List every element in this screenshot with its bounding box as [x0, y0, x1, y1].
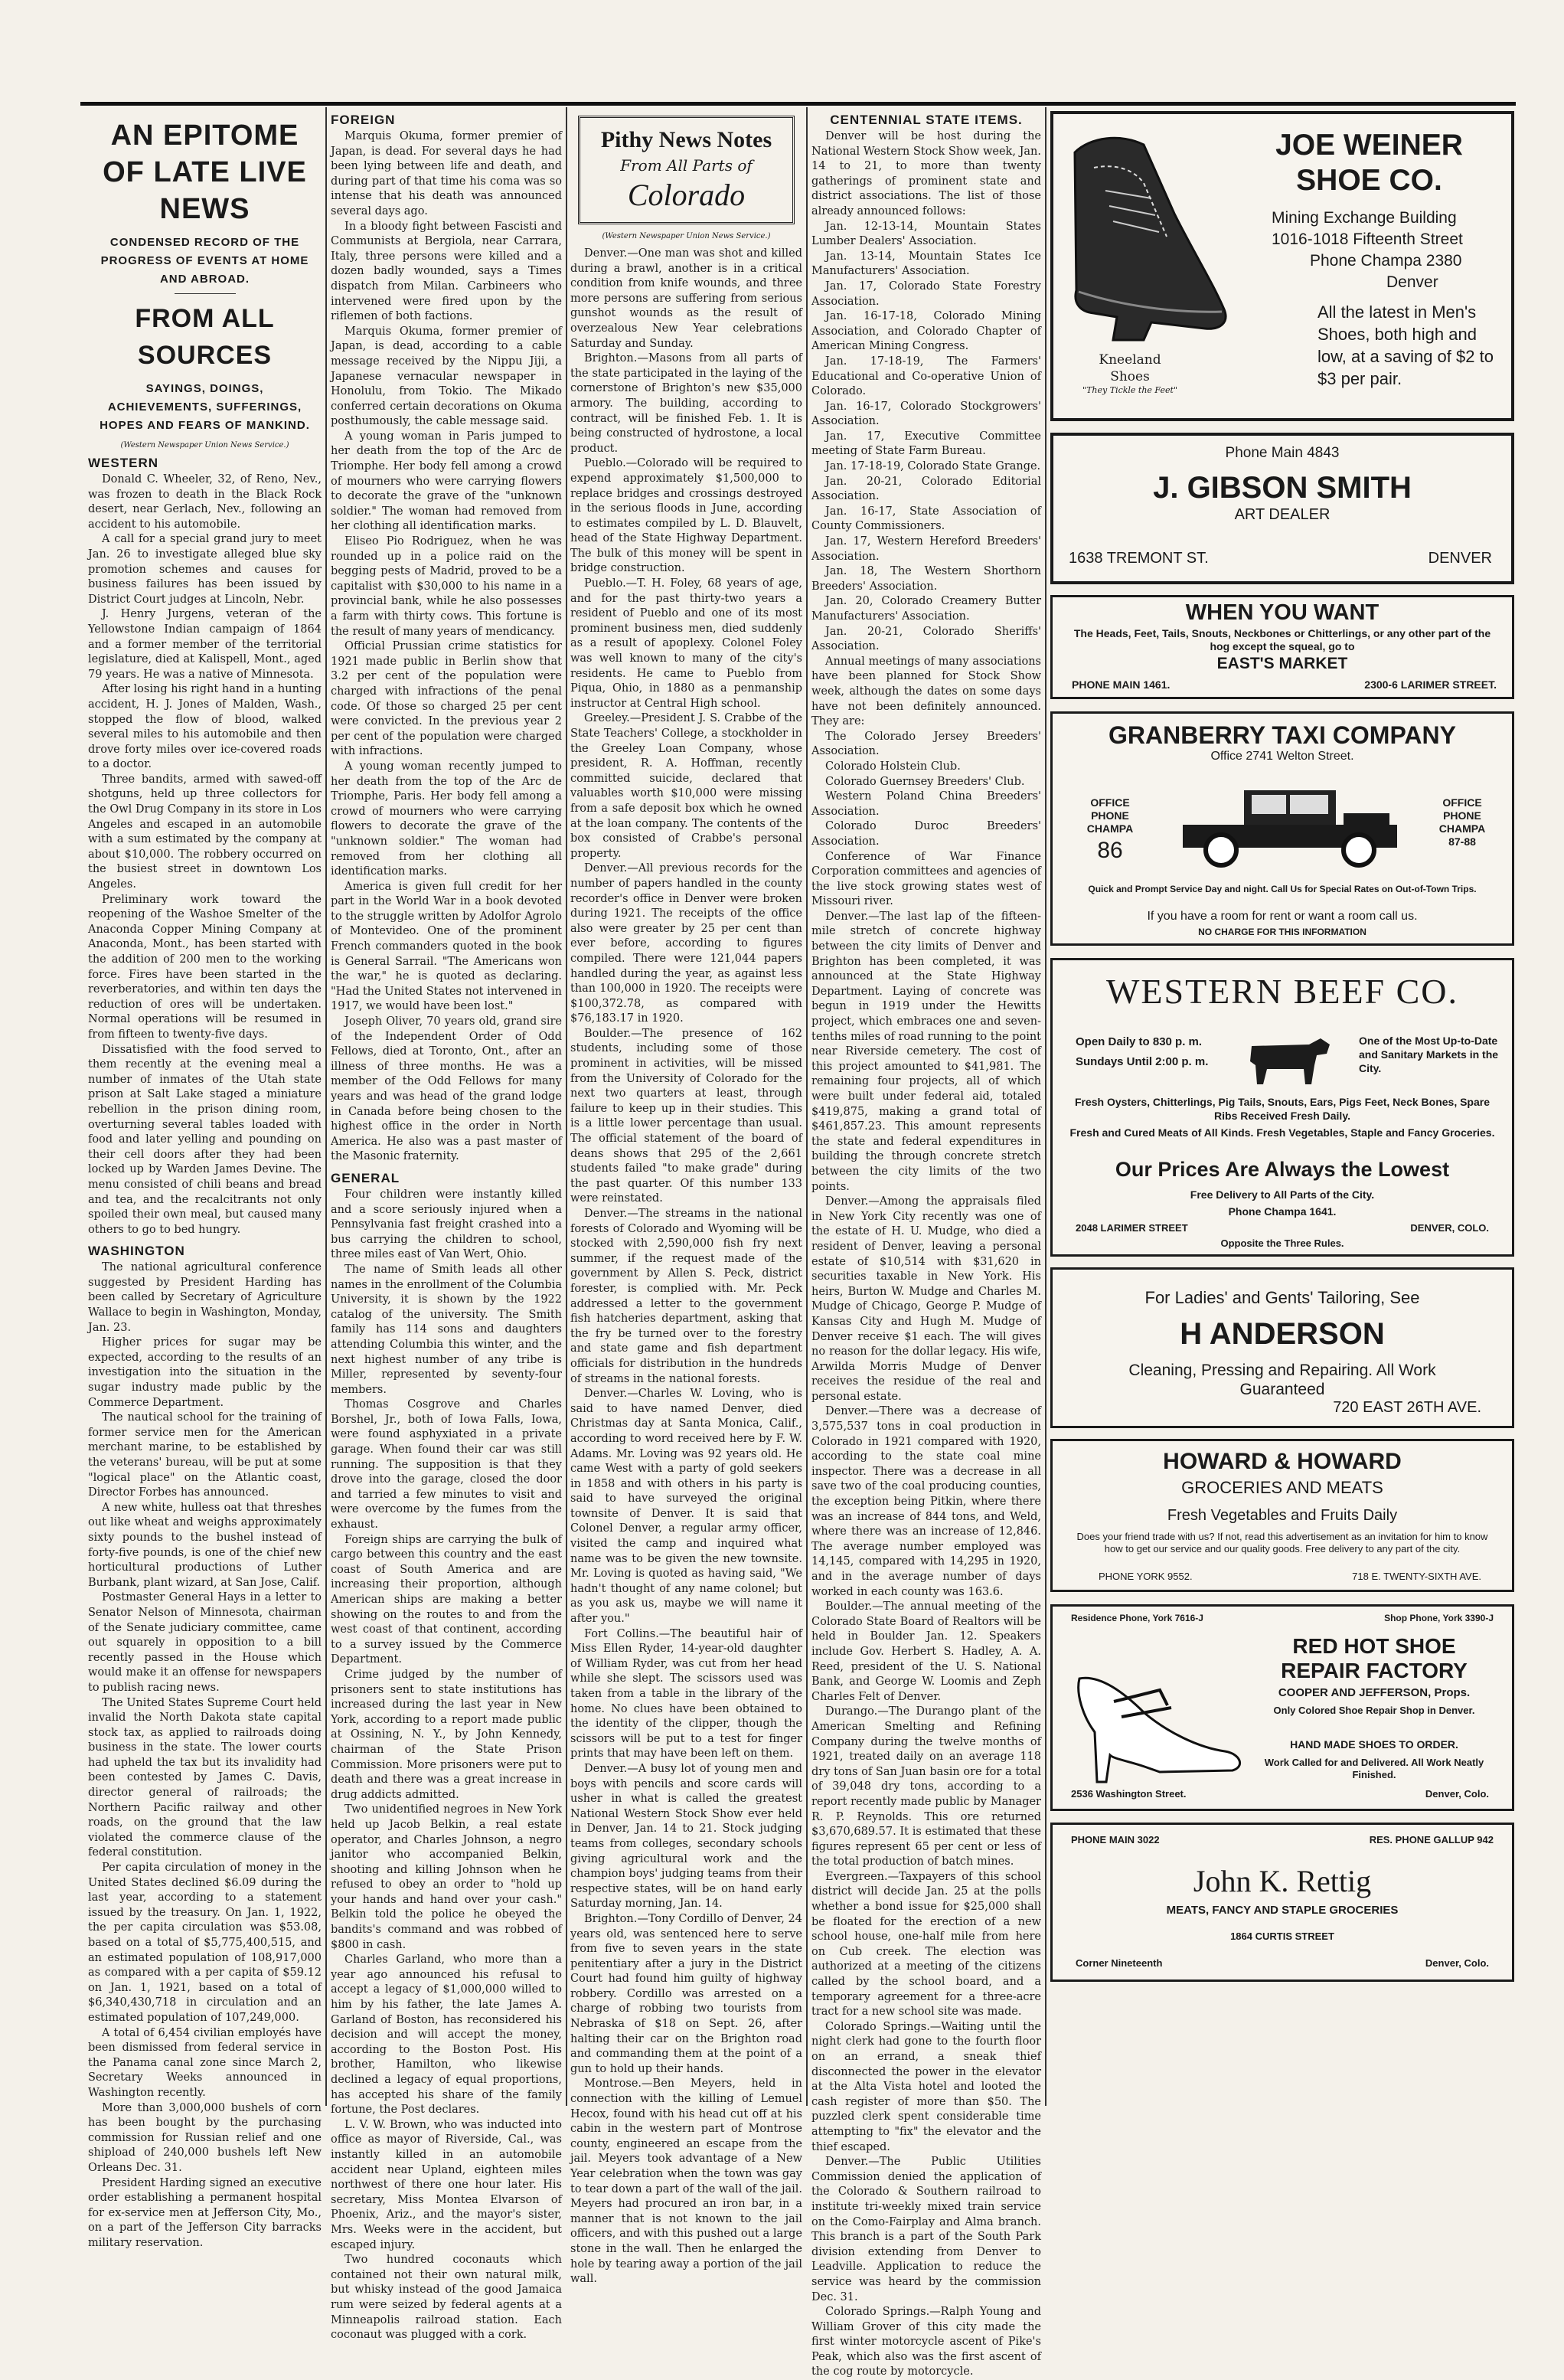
repair-address: 2536 Washington Street.	[1071, 1788, 1187, 1800]
repair-hand: HAND MADE SHOES TO ORDER.	[1290, 1738, 1458, 1751]
news-item: Foreign ships are carrying the bulk of cargo between this country and the east coast of South America and are increasing their proportion, although American ships are making a better showing on the routes to and from the west coast of that continent, according to a survey issued by the Commerce Department.	[331, 1533, 562, 1666]
beef-delivery: Free Delivery to All Parts of the City.	[1190, 1188, 1375, 1201]
mens-shoe-illustration	[1060, 122, 1236, 351]
news-item: The name of Smith leads all other names in the enrollment of the Columbia University, it is shown by the 1922 catalog of the university. The Smith family has 114 sons and daughters attending Columbia this winter, and the next highest number of any tribe is Miller, represented by seventy-four members.	[331, 1263, 562, 1396]
column-rule	[806, 107, 808, 2106]
news-item: Higher prices for sugar may be expected, according to the results of an investigation into the situation in the sugar industry made public by the Commerce Department.	[88, 1336, 322, 1409]
news-item: In a bloody fight between Fascisti and Communists at Bergiola, near Carrara, Italy, three persons were killed and a dozen badly wounded, says a Times dispatch from Milan. Carbineers who intervened were fired upon by the riflemen of both factions.	[331, 220, 562, 323]
news-item: Denver.—One man was shot and killed during a brawl, another is in a critical condition from knife wounds, and three more persons are suffering from serious gunshot wounds as the result of overzealous New Year celebrations Saturday and Sunday.	[570, 247, 802, 350]
news-item: Three bandits, armed with sawed-off shotguns, held up three collectors for the Owl Drug Company in its store in Los Angeles and escaped in an automobile with a sum estimated by the company at about $10,000. The robbery occurred on the busiest street in downtown Los Angeles.	[88, 773, 322, 891]
taxi-room: If you have a room for rent or want a room call us.	[1147, 910, 1418, 923]
news-item: Evergreen.—Taxpayers of this school district will decide Jan. 25 at the polls whether a bond issue for $25,000 shall be floated for the erection of a new school house, one-half mile from here on Cub creek. The election was authorized at a meeting of the citizens called by the school board, and a temporary agreement for a three-acre tract for a new school site was made.	[811, 1870, 1041, 2019]
column-rule	[325, 107, 327, 2106]
news-item: Marquis Okuma, former premier of Japan, is dead. For several days he had been lying between life and death, and during part of that time his coma was so intense that his death was announced several days ago.	[331, 130, 562, 217]
taxi-left-label: OFFICE PHONE CHAMPA	[1086, 796, 1134, 835]
ad-granberry-taxi	[1050, 711, 1514, 946]
ad-john-k-rettig	[1050, 1823, 1514, 1982]
taxi-left-number: 86	[1097, 838, 1123, 863]
smith-address: 1638 TREMONT ST.	[1069, 550, 1209, 567]
repair-owners: COOPER AND JEFFERSON, Props.	[1278, 1686, 1471, 1699]
top-rule	[80, 102, 1516, 106]
taxi-right-phone	[1424, 796, 1500, 848]
repair-only: Only Colored Shoe Repair Shop in Denver.	[1273, 1705, 1475, 1716]
news-item: Jan. 17, Executive Committee meeting of State Farm Bureau.	[811, 430, 1041, 458]
shoe-label-line-3: "They Tickle the Feet"	[1082, 385, 1177, 395]
pithy-colorado: Colorado	[627, 178, 746, 212]
rettig-corner: Corner Nineteenth	[1076, 1957, 1163, 1969]
news-item: Four children were instantly killed and a score seriously injured when a Pennsylvania fast freight crashed into a bus carrying the children to school, three miles east of Van Wert, Ohio.	[331, 1188, 562, 1261]
anderson-services: Cleaning, Pressing and Repairing. All Work Guaranteed	[1128, 1362, 1436, 1398]
ad-red-hot-shoe-repair	[1050, 1604, 1514, 1811]
news-item: Boulder.—The annual meeting of the Colorado State Board of Realtors will be held in Boulder Jan. 12. Speakers include Gov. Herbert S. Hadley, A. A. Reed, president of the U. S. National Bank, and George W. Loomis and Zeph Charles Felt of Denver.	[811, 1600, 1041, 1703]
howard-name: HOWARD & HOWARD	[1163, 1449, 1402, 1474]
beef-address: 2048 LARIMER STREET	[1076, 1222, 1188, 1234]
headline-epitome: AN EPITOME OF LATE LIVE NEWS	[103, 119, 307, 225]
news-item: Per capita circulation of money in the United States declined $6.09 during the last year, according to a statement issued by the treasury. On Jan. 1, 1922, the per capita circulation was $53.08, based on a total of $5,775,400,515, and an estimated population of 108,917,000 as compared with a per capita of $59.12 on Jan. 1, 1921, based on a total of $6,340,430,718 in circulation and an estimated population of 107,249,000.	[88, 1862, 322, 2024]
news-item: Jan. 17-18-19, Colorado State Grange.	[825, 460, 1041, 473]
section-heading-centennial: CENTENNIAL STATE ITEMS.	[830, 113, 1023, 127]
column-epitome	[88, 111, 322, 2249]
column-rule	[566, 107, 567, 2106]
beef-city: DENVER, COLO.	[1410, 1222, 1489, 1234]
weiner-name: JOE WEINER SHOE CO.	[1275, 129, 1463, 197]
anderson-intro: For Ladies' and Gents' Tailoring, See	[1144, 1288, 1420, 1307]
shoe-label	[1069, 351, 1191, 396]
rettig-address: 1864 CURTIS STREET	[1230, 1930, 1334, 1942]
beef-line-1: Fresh Oysters, Chitterlings, Pig Tails, Snouts, Ears, Pigs Feet, Neck Bones, Spare Ribs Received Fresh Daily.	[1074, 1096, 1491, 1122]
news-item: Preliminary work toward the reopening of the Washoe Smelter of the Anaconda Copper Mining Company at Anaconda, Mont., has been started with the addition of 200 men to the working force. Fires have been started in the reverberatories, and within ten days the reduction of ores will be undertaken. Normal operations will be resumed in from fifteen to twenty-five days.	[88, 893, 322, 1041]
taxi-car-illustration	[1175, 783, 1405, 867]
howard-line: Fresh Vegetables and Fruits Daily	[1167, 1507, 1398, 1524]
news-item: More than 3,000,000 bushels of corn has been bought by the purchasing commission for Russian relief and one shipload of 240,000 bushels left New Orleans Dec. 31.	[88, 2101, 322, 2174]
news-item: Two unidentified negroes in New York held up Jacob Belkin, a real estate operator, and Charles Johnson, a negro janitor who accompanied Belkin, shooting and killing Johnson when he refused to obey an order to "hold up your hands and hand over your cash." Belkin told the police he obeyed the bandits's command and was robbed of $800 in cash.	[331, 1803, 562, 1951]
news-item: Postmaster General Hays in a letter to Senator Nelson of Minnesota, chairman of the Senate judiciary committee, came out squarely in opposition to a bill recently passed in the House which would make it an offense for newspapers to publish racing news.	[88, 1591, 322, 1694]
news-item: Charles Garland, who more than a year ago announced his refusal to accept a legacy of $1,000,000 willed to him by his father, the late James A. Garland of Boston, has reconsidered his decision and will accept the money, according to the Boston Post. His brother, Hamilton, who likewise declined a legacy of equal proportions, has accepted his share of the family fortune, the Post declares.	[331, 1953, 562, 2117]
pithy-news-box	[578, 116, 795, 224]
news-item: Denver.—Charles W. Loving, who is said to have named Denver, died Christmas day at Santa Monica, Calif., according to word received here by F. W. Adams. Mr. Loving was 92 years old. He came West with a party of gold seekers in 1858 and with others in his party is said to have surveyed the original townsite of Denver. It is said that Colonel Denver, a regular army officer, visited the camp and inquired what name was to be given the new townsite. Mr. Loving is quoted as having said, "We hadn't thought of any name colonel; but as you ask us, maybe we will name it after you."	[570, 1388, 802, 1626]
taxi-name: GRANBERRY TAXI COMPANY	[1109, 721, 1456, 749]
news-item: A young woman in Paris jumped to her death from the top of the Arc de Triomphe. Her body fell among a crowd of mourners who were carrying flowers to decorate the grave of the "unknown soldier." The woman had removed from her clothing all identification marks.	[331, 430, 562, 533]
news-item: Pueblo.—Colorado will be required to expend approximately $1,500,000 to replace bridges and crossings destroyed in the serious floods in June, according to estimates compiled by L. D. Blauvelt, head of the State Highway Department. The bulk of this money will be spent in bridge construction.	[570, 457, 802, 575]
news-item: Durango.—The Durango plant of the American Smelting and Refining Company during the twelve months of 1921, treated daily on an average 118 dry tons of San Juan basin ore for a total of 39,048 dry tons, according to a report recently made public by Manager R. P. Reynolds. This ore returned $3,670,689.57. It is estimated that these figures represent 65 per cent or less of the total production of batch mines.	[811, 1705, 1041, 1868]
news-item: Jan. 20, Colorado Creamery Butter Manufacturers' Association.	[811, 595, 1041, 623]
news-item: Eliseo Pio Rodriguez, when he was rounded up in a police raid on the begging pests of Madrid, proved to be a capitalist with $30,000 to his name in a provincial bank, while he also possesses a farm with thirty cows. This fortune is the result of many years of mendicancy.	[331, 535, 562, 638]
news-item: Denver.—A busy lot of young men and boys with pencils and score cards will usher in what is called the greatest National Western Stock Show ever held in Denver, Jan. 14 to 21. Stock judging teams from colleges, secondary schools giving agricultural work and the champion boys' judging teams from their respective states, will be on hand early Saturday morning, Jan. 14.	[570, 1762, 802, 1911]
news-item: Montrose.—Ben Meyers, held in connection with the killing of Lemuel Hecox, found with his head cut off at his cabin in the western part of Montrose county, engineered an escape from the jail. Meyers took advantage of a New Year celebration when the town was gay to tear down a part of the wall of the jail. Meyers had procured an iron bar, in a manner that is not known to the jail officers, and with this pushed out a large stone in the wall. Then he enlarged the hole by tearing away a portion of the jail wall.	[570, 2078, 802, 2286]
news-item: Denver will be host during the National Western Stock Show week, Jan. 14 to 21, to more than twenty gatherings of prominent state and district associations. The list of those already announced follows:	[811, 130, 1041, 217]
repair-shop-phone: Shop Phone, York 3390-J	[1384, 1613, 1494, 1623]
news-item: Jan. 16-17, State Association of County Commissioners.	[811, 505, 1041, 533]
taxi-right-number: 87-88	[1448, 835, 1476, 848]
ad-western-beef	[1050, 958, 1514, 1257]
news-item: Fort Collins.—The beautiful hair of Miss Ellen Ryder, 14-year-old daughter of William Ryder, was cut from her head while she slept. The scissors used was taken from a table in the library of the home. No clues have been obtained to the identity of the clipper, though the scissors will be put to a test for finger prints that may have been left on them.	[570, 1627, 802, 1760]
headline-all-sources: FROM ALL SOURCES	[135, 304, 275, 370]
beef-opposite: Opposite the Three Rules.	[1220, 1237, 1344, 1249]
news-item: Thomas Cosgrove and Charles Borshel, Jr., both of Iowa Falls, Iowa, were found asphyxiated in a private garage. When found their car was still running. The supposition is that they drove into the garage, closed the door and tarried a few minutes to visit and were overcome by the fumes from the exhaust.	[331, 1398, 562, 1532]
howard-copy: Does your friend trade with us? If not, read this advertisement as an invitation for him to know how to get our service and our quality goods. Free delivery to any part of the city.	[1076, 1531, 1488, 1555]
taxi-free: NO CHARGE FOR THIS INFORMATION	[1198, 927, 1366, 937]
ad-easts-market	[1050, 595, 1514, 699]
news-item: Jan. 16-17, Colorado Stockgrowers' Association.	[811, 400, 1041, 428]
easts-phone: PHONE MAIN 1461.	[1072, 678, 1171, 691]
column-centennial-items	[811, 111, 1041, 2378]
news-item: Denver.—The streams in the national forests of Colorado and Wyoming will be stocked with 2,590,000 fish fry next summer, if the request made of the government by Allen S. Peck, district forester, is complied with. Mr. Peck addressed a letter to the government fish hatcheries department, asking that the fry be turned over to the forestry and state game and fish department officials for distribution in the hundreds of streams in the national forests.	[570, 1208, 802, 1385]
news-item: America is given full credit for her part in the World War in a book devoted to the struggle written by Adolfor Agrolo of Montevideo. One of the prominent French commanders quoted in the book is General Sarrail. "The Americans won the war," he is quoted as declaring. "Had the United States not intervened in 1917, we would have been lost."	[331, 880, 562, 1013]
repair-name-1: RED HOT SHOE	[1292, 1634, 1456, 1658]
column-foreign-general	[331, 111, 562, 2342]
ad-h-anderson	[1050, 1267, 1514, 1428]
howard-trade: GROCERIES AND MEATS	[1181, 1478, 1383, 1497]
howard-address: 718 E. TWENTY-SIXTH AVE.	[1352, 1571, 1481, 1582]
news-item: Denver.—There was a decrease of 3,575,537 tons in coal production in Colorado in 1921 compared with 1920, according to the state coal mine inspector. There was a decrease in all save two of the coal producing counties, the exception being Pitkin, where there was an increase of 844 tons, and Weld, where there was an increase of 12,846. The average number employed was 14,145, compared with 14,295 in 1920, and in the average number of days worked in each county was 163.6.	[811, 1405, 1041, 1598]
taxi-service: Quick and Prompt Service Day and night. Call Us for Special Rates on Out-of-Town Trips.	[1088, 884, 1477, 894]
news-item: The Colorado Jersey Breeders' Association.	[811, 730, 1041, 758]
subhead-all-sources: SAYINGS, DOINGS, ACHIEVEMENTS, SUFFERINGS, HOPES AND FEARS OF MANKIND.	[100, 382, 310, 432]
shoe-label-line-2: Shoes	[1110, 369, 1150, 384]
weiner-phone: Phone Champa 2380	[1310, 252, 1462, 270]
ad-joe-weiner-shoe	[1050, 111, 1514, 421]
news-item: Dissatisfied with the food served to them recently at the evening meal a number of inmates of the Utah state prison at Salt Lake staged a miniature rebellion in the prison dining room, overturning several tables loaded with food and later yelling and pounding on their cell doors after they had been locked up by Warden James Devine. The menu consisted of chili beans and bread and tea, and the recalcitrants not only spoiled their own meal, but caused many others to go to bed hungry.	[88, 1043, 322, 1236]
anderson-name: H ANDERSON	[1180, 1317, 1385, 1351]
news-item: Colorado Duroc Breeders' Association.	[811, 820, 1041, 848]
news-item: Boulder.—The presence of 162 students, including some of those prominent in activities, will be missed from the University of Colorado for the next two quarters at least, through failure to keep up in their studies. This is a little lower percentage than usual. The official statement of the board of deans shows that 295 of the 2,661 students failed "to make grade" during the past quarter. Of this number 133 were reinstated.	[570, 1027, 802, 1205]
news-item: Colorado Holstein Club.	[825, 760, 961, 773]
news-item: Crime judged by the number of prisoners sent to state institutions has increased during the last year in New York, according to a report made public at Ossining, N. Y., by John Kennedy, chairman of the State Prison Commission. More prisoners were put to death and there was a great increase in drug addicts admitted.	[331, 1668, 562, 1801]
beef-hours-2: Sundays Until 2:00 p. m.	[1076, 1055, 1209, 1068]
weiner-building: Mining Exchange Building	[1272, 209, 1457, 227]
news-item: Annual meetings of many associations have been planned for Stock Show week, although the dates on some days have not been definitely announced. They are:	[811, 655, 1041, 728]
news-item: Conference of War Finance Corporation committees and agencies of the live stock growing states west of Missouri river.	[811, 850, 1041, 908]
news-item: Marquis Okuma, former premier of Japan, is dead, according to a cable message received by the Nippu Jiji, a Japanese vernacular newspaper in Honolulu, from Tokio. The Mikado conferred certain decorations on Okuma posthumously, the cable message said.	[331, 325, 562, 428]
news-item: Denver.—Among the appraisals filed in New York City recently was one of the estate of H. U. Mudge, who died a resident of Denver, leaving a personal estate of $10,514 with $31,620 in securities taxable in New York. His heirs, Burton W. Mudge and Charles M. Mudge of Chicago, George P. Mudge of Kansas City and Hugh M. Mudge of Denver receive $1 each. The will gives no reason for the dollar legacy. His wife, Arwilda Morris Mudge of Denver receives the residue of the real and personal estate.	[811, 1195, 1041, 1403]
smith-phone: Phone Main 4843	[1225, 445, 1340, 461]
smith-city: DENVER	[1428, 550, 1492, 567]
news-item: President Harding signed an executive order establishing a permanent hospital for ex-service men at Jefferson City, Mo., on a part of the Jefferson City barracks military reservation.	[88, 2176, 322, 2249]
rettig-phone: PHONE MAIN 3022	[1071, 1834, 1160, 1845]
news-item: Official Prussian crime statistics for 1921 made public in Berlin show that 3.2 per cent of the population were charged with infractions of the penal code. Of those so charged 25 per cent were convicted. In the previous year 2 per cent of the population were charged with infractions.	[331, 640, 562, 758]
subhead-epitome: CONDENSED RECORD OF THE PROGRESS OF EVENTS AT HOME AND ABROAD.	[100, 236, 309, 286]
weiner-text	[1233, 128, 1505, 390]
shoe-label-line-1: Kneeland	[1099, 352, 1161, 368]
beef-phone: Phone Champa 1641.	[1228, 1205, 1337, 1218]
repair-work: Work Called for and Delivered. All Work Neatly Finished.	[1264, 1757, 1484, 1780]
ad-gibson-smith	[1050, 433, 1514, 584]
rettig-city: Denver, Colo.	[1425, 1957, 1489, 1969]
smith-name: J. GIBSON SMITH	[1153, 471, 1412, 505]
rettig-trade: MEATS, FANCY AND STAPLE GROCERIES	[1166, 1904, 1399, 1917]
news-item: J. Henry Jurgens, veteran of the Yellowstone Indian campaign of 1864 and a former member of the territorial legislature, died at Kalispell, Mont., aged 79 years. He was a native of Minnesota.	[88, 608, 322, 681]
taxi-office: Office 2741 Welton Street.	[1210, 750, 1354, 763]
smith-trade: ART DEALER	[1234, 506, 1331, 523]
news-item: Denver.—The last lap of the fifteen-mile stretch of concrete highway between the city limits of Denver and Brighton has been completed, it was announced at the State Highway Department. Laying of concrete was begun in 1919 under the Hewitts project, which embraces one and seven-tenths miles of road running to the point near Riverside cemetery. The cost of this project amounted to $41,981. The remaining four projects, all of which were built under federal aid, totaled $419,875, making a grand total of $461,857.23. This amount represents the state and federal expenditures in building the through concrete stretch between the city limits of the two points.	[811, 910, 1041, 1193]
news-item: Jan. 16-17-18, Colorado Mining Association, and Colorado Chapter of American Mining Congress.	[811, 310, 1041, 353]
news-credit: (Western Newspaper Union News Service.)	[602, 232, 771, 240]
washington-news-list	[88, 1260, 322, 2251]
section-heading-general: GENERAL	[331, 1170, 400, 1185]
cow-illustration	[1244, 1031, 1336, 1088]
news-item: Colorado Guernsey Breeders' Club.	[825, 775, 1025, 788]
section-heading-foreign: FOREIGN	[331, 113, 396, 127]
pithy-title: Pithy News Notes	[600, 127, 772, 152]
anderson-address: 720 EAST 26TH AVE.	[1333, 1399, 1481, 1416]
news-item: Jan. 17, Colorado State Forestry Association.	[811, 280, 1041, 308]
weiner-copy: All the latest in Men's Shoes, both high and low, at a saving of $2 to $3 per pair.	[1317, 302, 1494, 388]
beef-right-copy: One of the Most Up-to-Date and Sanitary Markets in the City.	[1359, 1035, 1499, 1074]
section-heading-washington: WASHINGTON	[88, 1244, 185, 1259]
news-item: The United States Supreme Court held invalid the North Dakota state capital stock tax, as applied to railroads doing business in the state. The lower courts had upheld the tax but its invalidity had been contested by James C. Davis, director general of railroads; the Northern Pacific railway and other roads, on the ground that the law violated the commerce clause of the federal constitution.	[88, 1696, 322, 1859]
repair-name-2: REPAIR FACTORY	[1281, 1659, 1468, 1682]
news-item: Joseph Oliver, 70 years old, grand sire of the Independent Order of Odd Fellows, died at Toronto, Ont., after an illness of three months. He was a member of the Odd Fellows for many years and was head of the grand lodge in Canada before being chosen to the highest office in the order in North America. He also was a past master of the Masonic fraternity.	[331, 1015, 562, 1163]
news-item: Two hundred coconauts which contained not their own natural milk, but whisky instead of the good Jamaica rum were seized by federal agents at a Minneapolis railroad station. Each coconaut was plugged with a cork.	[331, 2254, 562, 2342]
news-item: A young woman recently jumped to her death from the top of the Arc de Triomphe, Paris. Her body fell among a crowd of mourners who were carrying flowers to decorate the grave of the "unknown soldier." The woman had removed from her clothing all identification marks.	[331, 760, 562, 878]
news-item: Jan. 17-18-19, The Farmers' Educational and Co-operative Union of Colorado.	[811, 355, 1041, 398]
easts-address: 2300-6 LARIMER STREET.	[1364, 678, 1497, 691]
column-colorado-notes	[570, 111, 802, 2286]
news-item: Jan. 18, The Western Shorthorn Breeders' Association.	[811, 565, 1041, 593]
western-news-list	[88, 472, 322, 1237]
news-item: Denver.—The Public Utilities Commission denied the application of the Colorado & Southern railroad to institute tri-weekly mixed train service on the Como-Fairplay and Alma branch. This branch is a part of the South Park division extending from Denver to Leadville. Application to reduce the service was heard by the commission Dec. 31.	[811, 2156, 1041, 2303]
news-item: A new white, hulless oat that threshes out like wheat and weighs approximately sixty pounds to the bushel instead of forty-five pounds, is one of the chief new horticultural productions of Luther Burbank, plant wizard, at San Jose, Calif.	[88, 1501, 322, 1589]
section-heading-western: WESTERN	[88, 456, 158, 470]
column-rule	[1045, 107, 1046, 2106]
news-item: Jan. 13-14, Mountain States Ice Manufacturers' Association.	[811, 250, 1041, 278]
news-item: The national agricultural conference suggested by President Harding has been called by Secretary of Agriculture Wallace to begin in Washington, Monday, Jan. 23.	[88, 1261, 322, 1334]
news-item: Jan. 17, Western Hereford Breeders' Association.	[811, 535, 1041, 563]
news-item: Colorado Springs.—Waiting until the night clerk had gone to the fourth floor on an errand, a sneak thief disconnected the power in the elevator at the Alta Vista hotel and looted the cash register of more than $50. The puzzled clerk spent considerable time attempting to "fix" the elevator and the thief escaped.	[811, 2020, 1041, 2153]
rettig-res-phone: RES. PHONE GALLUP 942	[1369, 1834, 1494, 1845]
news-item: Jan. 12-13-14, Mountain States Lumber Dealers' Association.	[811, 220, 1041, 248]
rettig-name: John K. Rettig	[1193, 1864, 1372, 1898]
weiner-street: 1016-1018 Fifteenth Street	[1272, 230, 1463, 248]
pithy-subtitle: From All Parts of	[620, 156, 753, 175]
beef-name: WESTERN BEEF CO.	[1105, 972, 1459, 1011]
news-item: A call for a special grand jury to meet Jan. 26 to investigate alleged blue sky promotion schemes and causes for business failures has been issued by District Court judges at Lincoln, Nebr.	[88, 533, 322, 606]
news-item: A total of 6,454 civilian employés have been dismissed from federal service in the Panama canal zone since March 2, Secretary Weeks announced in Washington recently.	[88, 2026, 322, 2099]
news-item: Brighton.—Masons from all parts of the state participated in the laying of the cornerstone of Brighton's new $35,000 armory. The building, according to contract, will be finished Feb. 1. It is being constructed of hydrostone, a local product.	[570, 352, 802, 455]
easts-name: EAST'S MARKET	[1216, 655, 1348, 672]
easts-headline: WHEN YOU WANT	[1185, 600, 1380, 625]
taxi-left-phone	[1072, 796, 1148, 866]
repair-res-phone: Residence Phone, York 7616-J	[1071, 1613, 1203, 1623]
news-item: Denver.—All previous records for the number of papers handled in the county recorder's office in Denver were broken during 1921. The receipts of the office also were greater by 25 per cent than ever before, according to figures compiled. There were 121,044 papers handled during the year, as against less than 100,000 in 1920. The receipts were $100,372.78, as compared with $76,183.17 in 1920.	[570, 862, 802, 1025]
weiner-city: Denver	[1386, 273, 1438, 291]
taxi-right-label: OFFICE PHONE CHAMPA	[1438, 796, 1486, 835]
news-credit: (Western Newspaper Union News Service.)	[120, 441, 289, 450]
beef-slogan: Our Prices Are Always the Lowest	[1115, 1158, 1450, 1181]
ad-howard-and-howard	[1050, 1439, 1514, 1592]
beef-line-2: Fresh and Cured Meats of All Kinds. Fresh Vegetables, Staple and Fancy Groceries.	[1069, 1126, 1495, 1139]
news-item: Pueblo.—T. H. Foley, 68 years of age, and for the past thirty-two years a resident of Pueblo and one of its most prominent business men, died suddenly as a result of apoplexy. Colonel Foley was well known to many of the city's residents. He came to Pueblo from Piqua, Ohio, in 1880 as a penmanship instructor at Central High school.	[570, 577, 802, 710]
news-item: Jan. 20-21, Colorado Editorial Association.	[811, 475, 1041, 503]
news-item: Jan. 20-21, Colorado Sheriffs' Association.	[811, 625, 1041, 653]
howard-phone: PHONE YORK 9552.	[1099, 1571, 1193, 1582]
news-item: Colorado Springs.—Ralph Young and William Grover of this city made the first winter motorcycle ascent of Pike's Peak, which also was the first ascent of the cog route by motorcycle.	[811, 2306, 1041, 2378]
column-advertisements	[1050, 111, 1517, 2110]
repair-city: Denver, Colo.	[1425, 1788, 1489, 1800]
beef-hours-1: Open Daily to 830 p. m.	[1076, 1035, 1203, 1048]
divider	[175, 293, 236, 294]
news-item: Brighton.—Tony Cordillo of Denver, 24 years old, was sentenced here to serve from five to seven years in the state penitentiary after a jury in the District Court had found him guilty of highway robbery. Cordillo was arrested on a charge of robbing two tourists from Nebraska of $18 on Sept. 26, after halting their car on the Brighton road and commanding them at the point of a gun to hold up their hands.	[570, 1912, 802, 2075]
news-item: Western Poland China Breeders' Association.	[811, 790, 1041, 818]
news-item: Donald C. Wheeler, 32, of Reno, Nev., was frozen to death in the Black Rock desert, near Gerlach, Nev., following an accident to his automobile.	[88, 473, 322, 531]
ladies-shoe-illustration	[1068, 1633, 1252, 1786]
news-item: The nautical school for the training of former service men for the American merchant marine, to be established by the veterans' bureau, will be put at some "logical place" on the Atlantic coast, Director Forbes has announced.	[88, 1411, 322, 1499]
news-item: Greeley.—President J. S. Crabbe of the State Teachers' College, a stockholder in the Greeley Loan Company, whose president, R. A. Hoffman, recently committed suicide, declared that valuables worth $10,000 were missing from a safe deposit box which he owned at the loan company. The contents of the box consisted of Crabbe's personal property.	[570, 712, 802, 860]
news-item: L. V. W. Brown, who was inducted into office as mayor of Riverside, Cal., was instantly killed in an automobile accident near Upland, eighteen miles northwest of there one hour later. His secretary, Miss Montea Elvarson of Phoenix, Ariz., and the mayor's sister, Mrs. Weeks were in the accident, but escaped injury.	[331, 2118, 562, 2251]
news-item: After losing his right hand in a hunting accident, H. J. Jones of Malden, Wash., stopped the flow of blood, walked several miles to his automobile and then drove forty miles over ice-covered roads to a doctor.	[88, 683, 322, 771]
easts-copy: The Heads, Feet, Tails, Snouts, Neckbones or Chitterlings, or any other part of the hog except the squeal, go to	[1073, 627, 1491, 652]
